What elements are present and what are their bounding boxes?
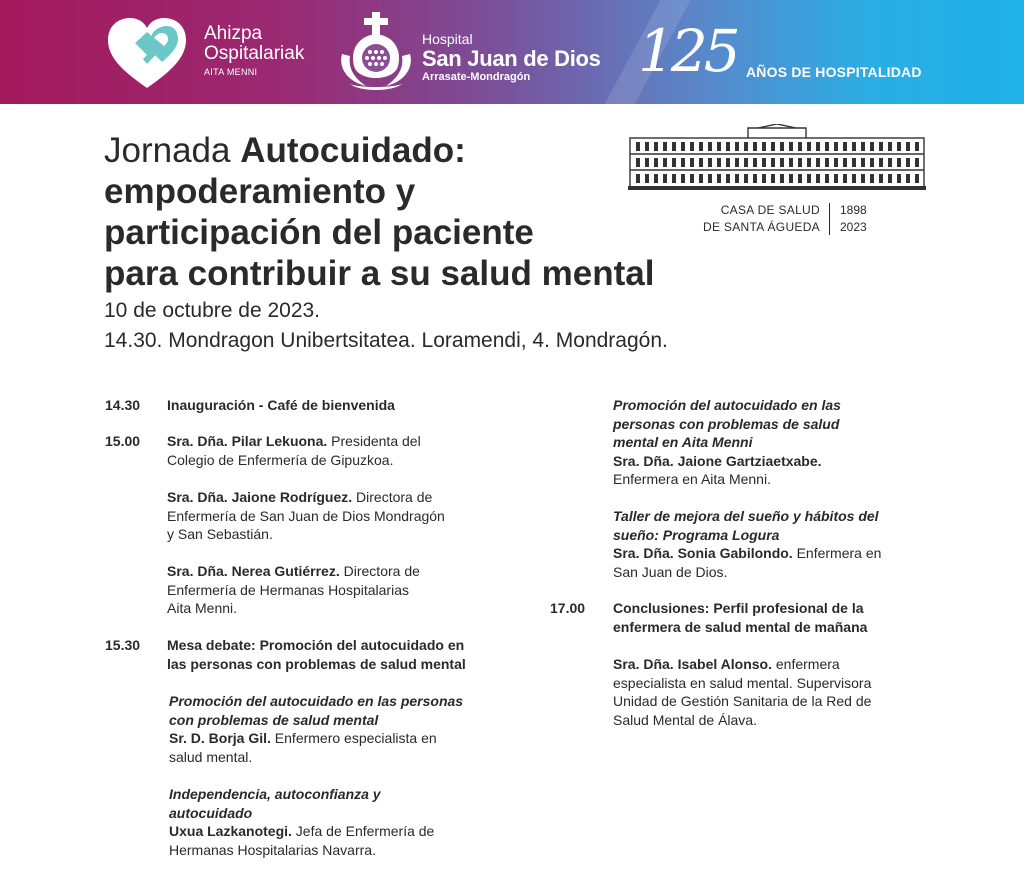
building-window [915,158,919,167]
building-window [762,158,766,167]
building-window [834,142,838,151]
speaker-role: Directora de [352,489,433,505]
building-window [672,142,676,151]
building-window [861,174,865,183]
building-window [825,174,829,183]
building-window [888,174,892,183]
anniversary-text: AÑOS DE HOSPITALIDAD [746,64,922,80]
time-1700: 17.00 [550,600,586,616]
building-window [735,174,739,183]
talk-title: personas con problemas de salud [613,415,840,432]
building-window [780,142,784,151]
title-line-2: empoderamiento y [104,172,416,211]
building-window [717,142,721,151]
building-window [798,142,802,151]
anniversary-number: 125 [638,17,737,85]
title-prefix: Jornada [104,131,241,170]
building-window [708,158,712,167]
speaker-role: Unidad de Gestión Sanitaria de la Red de [613,693,872,709]
building-window [744,142,748,151]
speaker-role: y San Sebastián. [167,526,273,542]
building-window [717,174,721,183]
building-window [708,174,712,183]
speaker-name: Sra. Dña. Pilar Lekuona. [167,433,328,449]
speaker-role: Enfermería de Hermanas Hospitalarias [167,581,409,598]
casa-year-start: 1898 [840,203,867,217]
building-window [780,158,784,167]
building-window [717,158,721,167]
talk-title: Taller de mejora del sueño y hábitos del [613,508,879,524]
building-window [699,174,703,183]
building-window [780,174,784,183]
building-window [636,142,640,151]
building-window [897,174,901,183]
building-window [798,158,802,167]
building-window [816,158,820,167]
building-window [681,174,685,183]
building-window [861,158,865,167]
speaker-role: Enfermera en [792,545,882,561]
speaker-role: enfermera [771,656,840,672]
speaker-role: San Juan de Dios. [613,563,728,580]
speaker-name: Sr. D. Borja Gil. [169,730,271,746]
talk-title: con problemas de salud mental [169,711,379,728]
casa-year-end: 2023 [840,220,867,234]
hospital-name: San Juan de Dios [422,46,601,71]
speaker-role: Jefa de Enfermería de [291,823,435,839]
header-banner [0,0,1024,104]
building-window [870,142,874,151]
speaker-role: Presidenta del [327,433,421,449]
building-window [735,142,739,151]
building-window [879,158,883,167]
building-window [672,158,676,167]
talk-title: Promoción del autocuidado en las [613,397,841,413]
casa-de-salud-label [670,202,820,236]
building-window [897,142,901,151]
event-place: 14.30. Mondragon Unibertsitatea. Loramendi, 4. Mondragón. [104,329,668,352]
talk-title: Promoción del autocuidado en las personas [169,693,464,709]
mesa-debate-title: las personas con problemas de salud mental [167,655,466,672]
program-item-talk-gartziaetxabe [613,396,841,489]
speaker-name: Sra. Dña. Jaione Gartziaetxabe. [613,452,822,469]
ahizpa-heart-logo-icon [104,14,190,92]
building-window [654,174,658,183]
building-window [753,158,757,167]
conclusions-title: enfermera de salud mental de mañana [613,618,868,635]
building-window [789,174,793,183]
speaker-role: Aita Menni. [167,600,238,616]
logo1-line3: AITA MENNI [204,67,258,77]
speaker-role: especialista en salud mental. Supervisora [613,674,872,691]
building-window [870,174,874,183]
building-window [789,142,793,151]
building-window [825,158,829,167]
building-window [744,174,748,183]
building-window [825,142,829,151]
building-window [852,142,856,151]
building-window [636,174,640,183]
building-window [690,158,694,167]
building-window [726,142,730,151]
hospital-small-label: Hospital [422,31,473,47]
program-item-inauguration [167,396,395,415]
building-window [915,142,919,151]
talk-title: autocuidado [169,804,253,821]
talk-title: sueño: Programa Logura [613,526,780,543]
speaker-name: Sra. Dña. Sonia Gabilondo. [613,545,793,561]
building-window [816,142,820,151]
time-1500: 15.00 [105,433,141,449]
building-window [852,158,856,167]
building-window [897,158,901,167]
casa-line-2: DE SANTA ÁGUEDA [703,220,820,234]
building-window [906,142,910,151]
program-item-talk-lazkanotegi [169,785,434,859]
building-window [690,174,694,183]
program-item-conclusiones [613,599,867,636]
building-window [726,158,730,167]
speaker-role: Hermanas Hospitalarias Navarra. [169,841,376,858]
building-window [654,158,658,167]
building-window [645,142,649,151]
building-window [906,174,910,183]
speaker-role: Salud Mental de Álava. [613,711,757,728]
building-window [762,142,766,151]
building-window [816,174,820,183]
conclusions-title: Conclusiones: Perfil profesional de la [613,600,864,616]
logo1-line2: Ospitalariak [204,43,305,64]
building-window [807,158,811,167]
time-1530: 15.30 [105,637,141,653]
talk-title: Independencia, autoconfianza y [169,786,381,802]
speaker-role: Enfermero especialista en [270,730,437,746]
building-window [735,158,739,167]
program-item-rodriguez [167,488,445,544]
mesa-debate-title: Mesa debate: Promoción del autocuidado en [167,637,465,653]
san-juan-de-dios-emblem-icon [336,10,416,94]
building-window [879,174,883,183]
building-window [834,158,838,167]
building-window [843,174,847,183]
program-item-talk-gil [169,692,463,766]
program-item-lekuona [167,432,421,469]
building-window [681,142,685,151]
building-window [861,142,865,151]
time-1430: 14.30 [105,397,141,413]
building-window [789,158,793,167]
title-bold-1: Autocuidado: [240,131,466,170]
building-window [753,142,757,151]
building-window [807,142,811,151]
building-window [645,158,649,167]
building-window [879,142,883,151]
building-window [672,174,676,183]
building-window [636,158,640,167]
title-line-3: participación del paciente [104,213,534,252]
building-window [663,174,667,183]
program-item-mesa-debate [167,636,466,673]
speaker-role: Enfermera en Aita Menni. [613,471,771,487]
speaker-role: salud mental. [169,748,253,765]
casa-de-salud-building-icon [628,124,926,192]
building-window [681,158,685,167]
building-window [762,174,766,183]
speaker-role: Colegio de Enfermería de Gipuzkoa. [167,451,394,468]
building-window [798,174,802,183]
program-item-talk-gabilondo [613,507,881,581]
event-date: 10 de octubre de 2023. [104,299,321,322]
ahizpa-logo-text [204,24,304,77]
building-window [852,174,856,183]
casa-divider [829,203,830,235]
building-window [834,174,838,183]
casa-years [840,202,867,236]
building-window [663,158,667,167]
program-item-gutierrez [167,562,420,618]
casa-line-1: CASA DE SALUD [720,203,820,217]
building-window [915,174,919,183]
building-window [888,158,892,167]
speaker-name: Sra. Dña. Jaione Rodríguez. [167,489,353,505]
talk-title: mental en Aita Menni [613,434,753,450]
title-line-4: para contribuir a su salud mental [104,254,655,293]
building-window [654,142,658,151]
building-window [906,158,910,167]
hospital-logo-text [422,32,601,84]
building-window [888,142,892,151]
building-window [807,174,811,183]
speaker-name: Sra. Dña. Isabel Alonso. [613,656,772,672]
building-window [843,158,847,167]
building-window [771,174,775,183]
building-window [870,158,874,167]
building-window [699,142,703,151]
building-window [771,158,775,167]
speaker-role: Directora de [339,563,420,579]
inauguration-label: Inauguración - Café de bienvenida [167,397,395,413]
program-item-alonso [613,655,871,729]
speaker-name: Uxua Lazkanotegi. [169,823,292,839]
hospital-city: Arrasate-Mondragón [422,71,531,83]
building-window [663,142,667,151]
speaker-name: Sra. Dña. Nerea Gutiérrez. [167,563,340,579]
building-window [771,142,775,151]
building-window [699,158,703,167]
speaker-role: Enfermería de San Juan de Dios Mondragón [167,507,445,524]
building-window [690,142,694,151]
logo1-line1: Ahizpa [204,23,263,44]
building-window [744,158,748,167]
building-window [726,174,730,183]
building-window [843,142,847,151]
building-window [645,174,649,183]
building-window [708,142,712,151]
building-window [753,174,757,183]
